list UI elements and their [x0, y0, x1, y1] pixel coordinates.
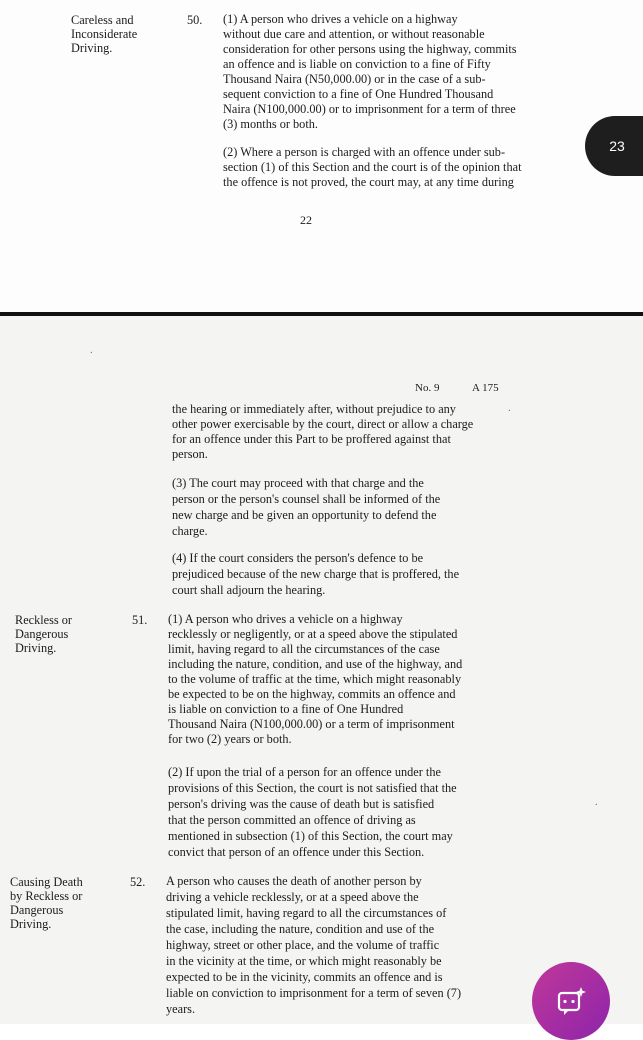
- text-line: (1) A person who drives a vehicle on a highway: [223, 12, 458, 26]
- document-page-a175: [0, 316, 643, 1024]
- text-line: for two (2) years or both.: [168, 732, 292, 746]
- document-page-22: [0, 0, 643, 312]
- text-line: sequent conviction to a fine of One Hundred Thousand: [223, 87, 494, 101]
- text-line: in the vicinity at the time, or which might reasonably be: [166, 954, 442, 968]
- scan-speck: .: [508, 402, 511, 414]
- text-line: consideration for other persons using the highway, commits: [223, 42, 517, 56]
- text-line: liable on conviction to imprisonment for a term of seven (7): [166, 986, 462, 1000]
- text-line: years.: [166, 1002, 196, 1016]
- text-line: (4) If the court considers the person's defence to be: [172, 551, 424, 565]
- page-number: 22: [300, 213, 312, 227]
- text-line: be expected to be on the highway, commits an offence and: [168, 687, 456, 701]
- section-number-52: 52.: [130, 875, 146, 889]
- text-line: the case, including the nature, condition and use of the: [166, 922, 435, 936]
- text-line: to the volume of traffic at the time, which might reasonably: [168, 672, 462, 686]
- text-line: provisions of this Section, the court is not satisfied that the: [168, 781, 457, 795]
- margin-note-careless-driving: Careless and Inconsiderate Driving.: [71, 13, 138, 55]
- section-number-50: 50.: [187, 13, 203, 27]
- gazette-number: No. 9: [415, 382, 440, 394]
- text-line: for an offence under this Part to be proffered against that: [172, 432, 451, 446]
- margin-note-reckless-driving: Reckless or Dangerous Driving.: [15, 613, 73, 655]
- text-line: person or the person's counsel shall be informed of the: [172, 492, 441, 506]
- text-line: (3) months or both.: [223, 117, 318, 131]
- text-line: recklessly or negligently, or at a speed above the stipulated: [168, 627, 458, 641]
- text-line: an offence and is liable on conviction to a fine of Fifty: [223, 57, 491, 71]
- text-line: other power exercisable by the court, direct or allow a charge: [172, 417, 474, 431]
- text-line: including the nature, condition, and use of the highway, and: [168, 657, 463, 671]
- text-line: court shall adjourn the hearing.: [172, 583, 326, 597]
- scan-speck: .: [90, 344, 93, 356]
- text-line: new charge and be given an opportunity to defend the: [172, 508, 437, 522]
- text-line: Thousand Naira (N50,000.00) or in the case of a sub-: [223, 72, 486, 86]
- text-line: (3) The court may proceed with that charge and the: [172, 476, 424, 490]
- text-line: (1) A person who drives a vehicle on a highway: [168, 612, 403, 626]
- text-line: that the person committed an offence of driving as: [168, 813, 416, 827]
- text-line: Thousand Naira (N100,000.00) or a term of imprisonment: [168, 717, 455, 731]
- text-line: the offence is not proved, the court may, at any time during: [223, 175, 514, 189]
- text-line: highway, street or other place, and the volume of traffic: [166, 938, 440, 952]
- text-line: A person who causes the death of another person by: [166, 874, 422, 888]
- text-line: person.: [172, 447, 208, 461]
- text-line: limit, having regard to all the circumstances of the case: [168, 642, 440, 656]
- text-line: person's driving was the cause of death but is satisfied: [168, 797, 435, 811]
- text-line: expected to be in the vicinity, commits an offence and is: [166, 970, 443, 984]
- text-line: mentioned in subsection (1) of this Section, the court may: [168, 829, 453, 843]
- text-line: convict that person of an offence under this Section.: [168, 845, 425, 859]
- text-line: driving a vehicle recklessly, or at a speed above the: [166, 890, 419, 904]
- text-line: section (1) of this Section and the court is of the opinion that: [223, 160, 522, 174]
- text-line: stipulated limit, having regard to all the circumstances of: [166, 906, 447, 920]
- text-line: without due care and attention, or without reasonable: [223, 27, 485, 41]
- text-line: charge.: [172, 524, 208, 538]
- text-line: is liable on conviction to a fine of One Hundred: [168, 702, 404, 716]
- text-line: Naira (N100,000.00) or to imprisonment for a term of three: [223, 102, 516, 116]
- page-indicator-badge[interactable]: 23: [585, 116, 643, 176]
- text-line: the hearing or immediately after, without prejudice to any: [172, 402, 456, 416]
- ai-sparkle-icon: [554, 984, 588, 1018]
- section-number-51: 51.: [132, 613, 148, 627]
- gazette-page: A 175: [472, 382, 499, 394]
- text-line: (2) Where a person is charged with an offence under sub-: [223, 145, 506, 159]
- ai-assistant-button[interactable]: [532, 962, 610, 1040]
- margin-note-causing-death: Causing Death by Reckless or Dangerous Driving.: [10, 875, 83, 931]
- text-line: (2) If upon the trial of a person for an offence under the: [168, 765, 441, 779]
- text-line: prejudiced because of the new charge that is proffered, the: [172, 567, 460, 581]
- scan-speck: .: [595, 796, 598, 808]
